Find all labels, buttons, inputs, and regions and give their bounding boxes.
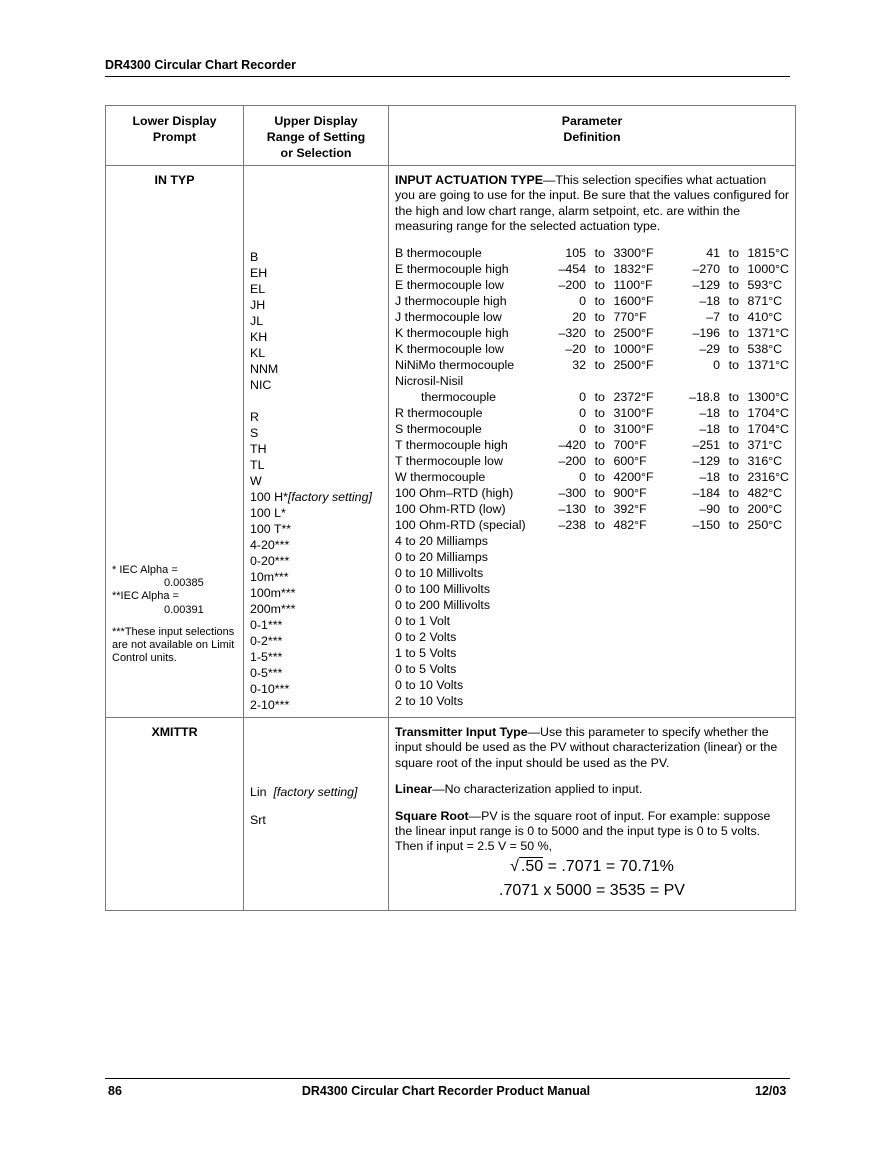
range-row: [395, 549, 789, 565]
range-cell-hi2: 482°C: [747, 485, 783, 500]
selection-item: 4-20***: [250, 538, 290, 552]
selection-item: S: [250, 426, 259, 440]
range-cell-name: R thermocouple: [395, 405, 483, 420]
page-header-title: DR4300 Circular Chart Recorder: [105, 58, 297, 72]
range-cell-name: 0 to 10 Volts: [395, 677, 464, 692]
range-row: [395, 693, 789, 709]
selection-item: EL: [250, 282, 266, 296]
square-root-description: —PV is the square root of input. For example: suppose the linear input range is 0 to 5000 and the input type is 0 to 5 volts. Then if input = 2.5 V = 50 %,: [395, 808, 771, 854]
range-cell-lo2: –184: [692, 485, 721, 500]
range-cell-name: NiNiMo thermocouple: [395, 357, 515, 372]
range-cell-lo2: –18: [699, 405, 721, 420]
range-cell-lo2: –150: [692, 517, 721, 532]
footer-date: 12/03: [755, 1084, 787, 1098]
range-cell-name: 0 to 1 Volt: [395, 613, 451, 628]
range-cell-lo: –320: [558, 325, 587, 340]
range-cell-name: 100 Ohm-RTD (special): [395, 517, 526, 532]
range-cell-to2: to: [728, 453, 739, 468]
range-cell-to: [586, 373, 613, 389]
selection-srt: Srt: [250, 813, 266, 827]
range-row: [395, 661, 789, 677]
range-cell-lo2: –270: [692, 261, 721, 276]
range-cell-lo: –130: [558, 501, 587, 516]
selection-item: 0-5***: [250, 666, 283, 680]
range-row: [395, 645, 789, 661]
range-row: [395, 357, 789, 373]
range-cell-to: to: [594, 421, 605, 436]
range-cell-lo: 0: [579, 293, 587, 308]
linear-definition: [395, 782, 789, 797]
range-row: [395, 565, 789, 581]
range-cell-to2: to: [728, 277, 739, 292]
range-cell-hi: 900°F: [613, 485, 647, 500]
range-row: [395, 517, 789, 533]
range-row: [395, 533, 789, 549]
range-cell-name: 0 to 100 Millivolts: [395, 581, 491, 596]
range-cell-hi: 3100°F: [613, 421, 654, 436]
range-cell-name: B thermocouple: [395, 245, 482, 260]
range-cell-hi2: 1704°C: [747, 421, 789, 436]
range-cell-to2: to: [728, 389, 739, 404]
range-cell-lo: [556, 373, 586, 389]
range-cell-to: to: [594, 405, 605, 420]
range-cell-to: to: [594, 245, 605, 260]
range-cell-to2: [720, 373, 747, 389]
range-row: [395, 293, 789, 309]
selection-item: JH: [250, 298, 266, 312]
range-cell-lo: –420: [558, 437, 587, 452]
range-cell-lo: 0: [579, 421, 587, 436]
range-cell-hi: 2500°F: [613, 325, 654, 340]
xmittr-prompt-cell: [106, 718, 244, 911]
selection-item: JL: [250, 314, 264, 328]
col2-line2: Range of Setting: [266, 130, 366, 144]
range-cell-name: J thermocouple low: [395, 309, 502, 324]
selection-item: 0-2***: [250, 634, 283, 648]
note-iec-alpha-1-value: 0.00385: [164, 577, 204, 590]
header-rule: [105, 76, 790, 77]
selection-lin-label: Lin: [250, 785, 267, 799]
range-row: [395, 613, 789, 629]
range-table: [395, 245, 789, 709]
range-cell-lo2: –18: [699, 421, 721, 436]
range-cell-name: 0 to 5 Volts: [395, 661, 457, 676]
range-row: [395, 453, 789, 469]
range-cell-hi2: 1000°C: [747, 261, 789, 276]
range-cell-to2: to: [728, 325, 739, 340]
range-cell-name: 0 to 10 Millivolts: [395, 565, 484, 580]
selection-item: KH: [250, 330, 268, 344]
range-cell-lo: –300: [558, 485, 587, 500]
range-cell-hi2: 410°C: [747, 309, 783, 324]
range-row: [395, 309, 789, 325]
range-cell-hi: 2372°F: [613, 389, 654, 404]
range-cell-name: 1 to 5 Volts: [395, 645, 457, 660]
linear-description: —No characterization applied to input.: [432, 782, 643, 797]
range-cell-lo: –238: [558, 517, 587, 532]
selection-item: 100 L*: [250, 506, 286, 520]
range-cell-name: T thermocouple low: [395, 453, 503, 468]
range-row: [395, 405, 789, 421]
linear-title: Linear: [395, 782, 433, 797]
range-cell-lo: 32: [572, 357, 587, 372]
note-iec-alpha-2-value: 0.00391: [164, 603, 204, 616]
range-cell-to: to: [594, 469, 605, 484]
range-cell-name: J thermocouple high: [395, 293, 507, 308]
range-cell-to2: to: [728, 309, 739, 324]
selection-item: 200m***: [250, 602, 296, 616]
col2-line1: Upper Display: [274, 114, 358, 128]
range-cell-hi: 392°F: [613, 501, 647, 516]
selection-item: W: [250, 474, 262, 488]
col1-line1: Lower Display: [132, 114, 217, 128]
xmittr-description: —Use this parameter to specify whether the input should be used as the PV without characterization (linear) or the square root of the input should be used as the PV.: [395, 725, 778, 770]
range-cell-lo2: –90: [699, 501, 721, 516]
col-header-parameter: [389, 106, 796, 166]
range-cell-name: K thermocouple low: [395, 341, 504, 356]
range-cell-hi2: 200°C: [747, 501, 783, 516]
range-cell-lo2: [671, 373, 720, 389]
footer-manual-title: DR4300 Circular Chart Recorder Product Manual: [301, 1084, 591, 1098]
range-cell-hi2: 2316°C: [747, 469, 789, 484]
selection-item-factory: [250, 489, 388, 505]
range-cell-hi2: 538°C: [747, 341, 783, 356]
range-cell-hi2: 1371°C: [747, 357, 789, 372]
range-row: [395, 245, 789, 261]
range-cell-hi: 770°F: [613, 309, 647, 324]
equation-pv: .7071 x 5000 = 3535 = PV: [499, 881, 685, 899]
range-cell-to2: to: [728, 517, 739, 532]
selection-item: 0-20***: [250, 554, 290, 568]
range-cell-name: Nicrosil-Nisil: [395, 373, 464, 388]
table-header-row: [106, 106, 796, 166]
range-cell-lo: 0: [579, 389, 587, 404]
range-cell-to: to: [594, 517, 605, 532]
factory-setting-note: [factory setting]: [273, 785, 358, 799]
range-cell-hi: 700°F: [613, 437, 647, 452]
range-cell-to: to: [594, 325, 605, 340]
equation-radicand: .50: [520, 857, 544, 875]
selection-item: KL: [250, 346, 266, 360]
range-cell-to: to: [594, 437, 605, 452]
range-cell-hi2: 316°C: [747, 453, 783, 468]
range-row: [395, 325, 789, 341]
range-cell-hi: 1600°F: [613, 293, 654, 308]
range-cell-hi: 3300°F: [613, 245, 654, 260]
selection-item: 0-1***: [250, 618, 283, 632]
range-cell-to2: to: [728, 437, 739, 452]
col3-line2: Definition: [563, 130, 621, 144]
range-cell-to2: to: [728, 485, 739, 500]
range-row: [395, 501, 789, 517]
xmittr-selection-cell: [244, 718, 389, 911]
range-cell-lo: –200: [558, 277, 587, 292]
range-cell-name: W thermocouple: [395, 469, 486, 484]
selection-item: B: [250, 250, 259, 264]
range-cell-name: K thermocouple high: [395, 325, 509, 340]
col-header-lower-display: [106, 106, 244, 166]
selection-item: 100m***: [250, 586, 296, 600]
in-typ-definition-cell: [389, 166, 796, 718]
range-cell-hi2: 593°C: [747, 277, 783, 292]
selection-item: 1-5***: [250, 650, 283, 664]
range-cell-lo2: –29: [699, 341, 721, 356]
in-typ-title: INPUT ACTUATION TYPE: [395, 173, 543, 187]
range-cell-to: to: [594, 277, 605, 292]
range-cell-to: to: [594, 309, 605, 324]
selection-item: NNM: [250, 362, 279, 376]
xmittr-prompt: XMITTR: [151, 725, 198, 739]
selection-item: EH: [250, 266, 268, 280]
range-cell-lo2: –251: [692, 437, 721, 452]
range-row: [395, 437, 789, 453]
range-cell-hi2: 1371°C: [747, 325, 789, 340]
range-cell-lo: –200: [558, 453, 587, 468]
range-cell-name: E thermocouple high: [395, 261, 509, 276]
selection-item: 10m***: [250, 570, 289, 584]
range-cell-name: 4 to 20 Milliamps: [395, 533, 488, 548]
range-row: [395, 421, 789, 437]
range-cell-hi2: 871°C: [747, 293, 783, 308]
square-root-definition: [395, 809, 789, 855]
note-iec-alpha-2: **IEC Alpha =: [112, 590, 179, 603]
range-cell-to2: to: [728, 501, 739, 516]
col3-line1: Parameter: [561, 114, 623, 128]
range-cell-lo2: –18.8: [689, 389, 721, 404]
equation-sqrt: √ .50 = .7071 = 70.71%: [510, 857, 674, 875]
selection-item: TL: [250, 458, 265, 472]
in-typ-selection-list: [244, 166, 388, 713]
range-cell-to2: to: [728, 357, 739, 372]
range-cell-lo: –20: [565, 341, 587, 356]
range-cell-lo: –454: [558, 261, 587, 276]
selection-item: NIC: [250, 378, 272, 392]
range-cell-to2: to: [728, 261, 739, 276]
range-cell-hi2: 1300°C: [747, 389, 789, 404]
square-root-title: Square Root: [395, 808, 469, 823]
range-cell-hi: 2500°F: [613, 357, 654, 372]
range-cell-hi: 600°F: [613, 453, 647, 468]
range-cell-to: to: [594, 357, 605, 372]
range-cell-lo: 20: [572, 309, 587, 324]
range-cell-to: to: [594, 485, 605, 500]
range-row: [395, 469, 789, 485]
range-cell-hi: 3100°F: [613, 405, 654, 420]
range-row: [395, 261, 789, 277]
range-cell-lo: 0: [579, 469, 587, 484]
range-cell-lo2: –18: [699, 293, 721, 308]
range-row: [395, 597, 789, 613]
range-cell-name: 2 to 10 Volts: [395, 693, 464, 708]
selection-item: 100 T**: [250, 522, 292, 536]
footer-rule: [105, 1078, 790, 1079]
range-cell-lo: 105: [565, 245, 587, 260]
selection-item: 2-10***: [250, 698, 290, 712]
range-row: [395, 629, 789, 645]
col1-line2: Prompt: [152, 130, 197, 144]
range-cell-hi2: [748, 373, 789, 389]
footer-page-number: 86: [108, 1084, 122, 1098]
col2-line3: or Selection: [280, 146, 352, 160]
in-typ-footnotes: [112, 564, 236, 665]
xmittr-title: Transmitter Input Type: [395, 725, 528, 739]
range-cell-name: 100 Ohm–RTD (high): [395, 485, 514, 500]
range-cell-hi: 482°F: [613, 517, 647, 532]
factory-setting-note: [factory setting]: [287, 490, 372, 504]
range-cell-lo2: –196: [692, 325, 721, 340]
table-row-in-typ: [106, 166, 796, 718]
in-typ-description: —This selection specifies what actuation you are going to use for the input. Be sure that the values configured for the high and low chart range, alarm setpoint, etc. are within the measuring range for the selected actuation type.: [395, 173, 789, 234]
in-typ-prompt-cell: [106, 166, 244, 718]
range-cell-name: 0 to 2 Volts: [395, 629, 457, 644]
range-cell-lo2: 0: [713, 357, 721, 372]
range-cell-name: 0 to 20 Milliamps: [395, 549, 488, 564]
range-row: [395, 341, 789, 357]
range-cell-to: to: [594, 341, 605, 356]
range-cell-to: to: [594, 453, 605, 468]
range-row: [395, 277, 789, 293]
range-cell-name: 100 Ohm-RTD (low): [395, 501, 506, 516]
range-cell-hi: 1100°F: [613, 277, 653, 292]
selection-item: R: [250, 410, 259, 424]
range-cell-to: to: [594, 261, 605, 276]
range-cell-name: S thermocouple: [395, 421, 482, 436]
range-cell-lo2: –129: [692, 453, 721, 468]
selection-item-label: 100 H*: [250, 490, 288, 504]
in-typ-selection-cell: [244, 166, 389, 718]
range-cell-hi: 1832°F: [613, 261, 654, 276]
range-cell-lo2: –129: [692, 277, 721, 292]
range-cell-hi: [613, 373, 670, 389]
selection-item: TH: [250, 442, 267, 456]
range-row: [395, 677, 789, 693]
xmittr-definition: [395, 725, 789, 771]
range-cell-lo2: 41: [706, 245, 721, 260]
range-cell-to2: to: [728, 293, 739, 308]
selection-item: [250, 393, 388, 409]
note-limit-control: ***These input selections are not available on Limit Control units.: [112, 625, 235, 665]
range-cell-hi2: 1815°C: [747, 245, 789, 260]
range-cell-to2: to: [728, 245, 739, 260]
range-cell-lo2: –7: [706, 309, 721, 324]
range-row: [395, 485, 789, 501]
in-typ-definition: [395, 173, 789, 235]
range-cell-lo2: –18: [699, 469, 721, 484]
range-row: [395, 581, 789, 597]
selection-item: 0-10***: [250, 682, 290, 696]
range-cell-lo: 0: [579, 405, 587, 420]
range-cell-name: E thermocouple low: [395, 277, 504, 292]
in-typ-prompt: IN TYP: [154, 173, 195, 187]
range-cell-hi2: 1704°C: [747, 405, 789, 420]
col-header-upper-display: [244, 106, 389, 166]
range-cell-to: to: [594, 501, 605, 516]
range-cell-to2: to: [728, 341, 739, 356]
range-row: [395, 373, 789, 389]
range-cell-hi2: 371°C: [747, 437, 783, 452]
parameter-table: [105, 105, 796, 911]
selection-lin: [250, 784, 388, 800]
equation-result: = .7071 = 70.71%: [543, 857, 674, 875]
xmittr-definition-cell: [389, 718, 796, 911]
range-cell-to: to: [594, 389, 605, 404]
range-cell-to2: to: [728, 421, 739, 436]
range-cell-name: T thermocouple high: [395, 437, 508, 452]
range-cell-name: thermocouple: [421, 389, 497, 404]
range-cell-hi: 1000°F: [613, 341, 654, 356]
range-cell-to: to: [594, 293, 605, 308]
range-row: [395, 389, 789, 405]
range-cell-name: 0 to 200 Millivolts: [395, 597, 491, 612]
range-cell-hi2: 250°C: [747, 517, 783, 532]
range-cell-hi: 4200°F: [613, 469, 654, 484]
range-cell-to2: to: [728, 469, 739, 484]
note-iec-alpha-1: * IEC Alpha =: [112, 564, 178, 576]
xmittr-selection-list: [244, 718, 388, 828]
table-row-xmittr: [106, 718, 796, 911]
range-cell-to2: to: [728, 405, 739, 420]
